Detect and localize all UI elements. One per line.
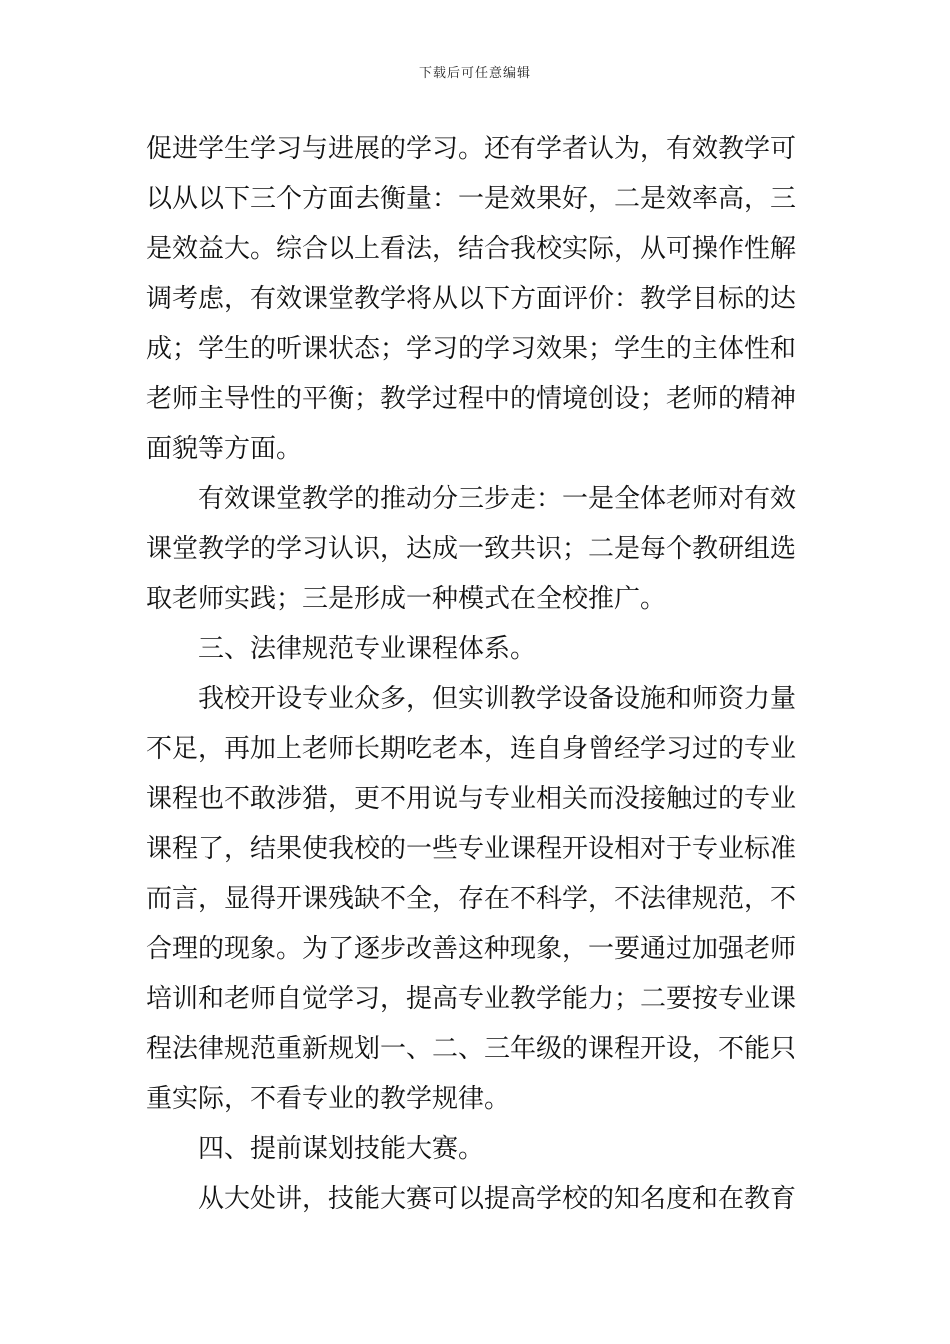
text-line: 不足，再加上老师长期吃老本，连自身曾经学习过的专业 bbox=[146, 734, 797, 764]
text-line: 课程也不敢涉猎，更不用说与专业相关而没接触过的专业 bbox=[146, 784, 797, 814]
text-line: 促进学生学习与进展的学习。还有学者认为，有效教学可 bbox=[146, 134, 797, 164]
document-body bbox=[146, 124, 810, 1224]
text-line: 是效益大。综合以上看法，结合我校实际，从可操作性解 bbox=[146, 234, 797, 264]
text-line: 课程了，结果使我校的一些专业课程开设相对于专业标准 bbox=[146, 834, 797, 864]
text-line: 课堂教学的学习认识，达成一致共识；二是每个教研组选 bbox=[146, 534, 797, 564]
section-heading: 四、提前谋划技能大赛。 bbox=[198, 1134, 485, 1164]
text-line: 合理的现象。为了逐步改善这种现象，一要通过加强老师 bbox=[146, 934, 797, 964]
paragraph-start-line: 从大处讲，技能大赛可以提高学校的知名度和在教育 bbox=[198, 1184, 797, 1214]
text-line: 以从以下三个方面去衡量：一是效果好，二是效率高，三 bbox=[146, 184, 797, 214]
text-line: 程法律规范重新规划一、二、三年级的课程开设，不能只 bbox=[146, 1034, 797, 1064]
text-line: 取老师实践；三是形成一种模式在全校推广。 bbox=[146, 584, 667, 614]
paragraph-start-line: 有效课堂教学的推动分三步走：一是全体老师对有效 bbox=[198, 484, 797, 514]
text-line: 而言，显得开课残缺不全，存在不科学，不法律规范，不 bbox=[146, 884, 797, 914]
paragraph-start-line: 我校开设专业众多，但实训教学设备设施和师资力量 bbox=[198, 684, 797, 714]
text-line: 重实际，不看专业的教学规律。 bbox=[146, 1084, 511, 1114]
text-line: 成；学生的听课状态；学习的学习效果；学生的主体性和 bbox=[146, 334, 797, 364]
text-line: 面貌等方面。 bbox=[146, 434, 303, 464]
text-line: 老师主导性的平衡；教学过程中的情境创设；老师的精神 bbox=[146, 384, 797, 414]
section-heading: 三、法律规范专业课程体系。 bbox=[198, 634, 537, 664]
text-line: 调考虑，有效课堂教学将从以下方面评价：教学目标的达 bbox=[146, 284, 797, 314]
page-header: 下载后可任意编辑 bbox=[418, 66, 531, 81]
text-line: 培训和老师自觉学习，提高专业教学能力；二要按专业课 bbox=[146, 984, 797, 1014]
